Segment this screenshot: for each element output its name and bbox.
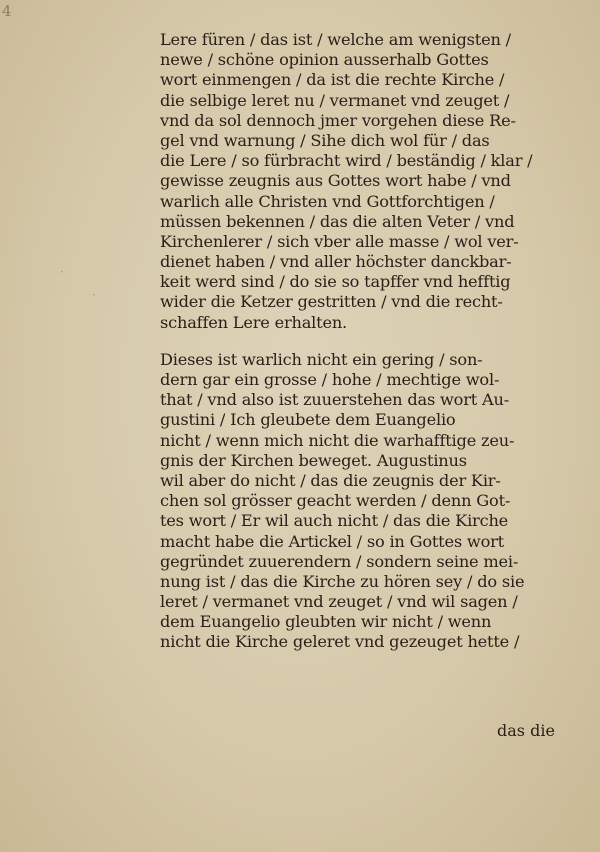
text-line: müssen bekennen / das die alten Veter / vnd xyxy=(160,211,515,231)
text-line: wider die Ketzer gestritten / vnd die recht- xyxy=(160,292,503,312)
text-line: nicht / wenn mich nicht die warhafftige zeu- xyxy=(160,430,515,450)
text-line: keit werd sind / do sie so tapffer vnd hefftig xyxy=(160,272,511,292)
text-line: leret / vermanet vnd zeuget / vnd wil sagen / xyxy=(160,592,518,612)
text-line: that / vnd also ist zuuerstehen das wort Au- xyxy=(160,390,509,410)
text-line: dienet haben / vnd aller höchster danckbar- xyxy=(160,252,512,272)
text-line: schaffen Lere erhalten. xyxy=(160,312,348,332)
text-line: die Lere / so fürbracht wird / beständig / klar / xyxy=(160,151,533,171)
text-line: gel vnd warnung / Sihe dich wol für / das xyxy=(160,130,490,150)
paragraph-1 xyxy=(160,30,585,333)
text-line: gewisse zeugnis aus Gottes wort habe / vnd xyxy=(160,171,511,191)
text-line: dern gar ein grosse / hohe / mechtige wol- xyxy=(160,370,500,389)
paragraph-gap xyxy=(160,333,585,350)
text-line: chen sol grösser geacht werden / denn Got- xyxy=(160,491,511,511)
body-text xyxy=(160,30,585,653)
margin-mark: · xyxy=(92,288,96,302)
text-line: wil aber do nicht / das die zeugnis der Kir- xyxy=(160,470,501,490)
text-line: Lere füren / das ist / welche am wenigsten / xyxy=(160,30,511,49)
paragraph-2 xyxy=(160,350,585,653)
text-line: tes wort / Er wil auch nicht / das die Kirche xyxy=(160,511,509,531)
text-line: nicht die Kirche geleret vnd gezeuget hette / xyxy=(160,632,520,652)
text-line: warlich alle Christen vnd Gottforchtigen / xyxy=(160,191,495,211)
text-line: newe / schöne opinion ausserhalb Gottes xyxy=(160,50,489,70)
text-line: Dieses ist warlich nicht ein gering / son- xyxy=(160,349,483,369)
text-line: gegründet zuuerendern / sondern seine mei- xyxy=(160,551,519,571)
text-line: nung ist / das die Kirche zu hören sey / do sie xyxy=(160,571,525,591)
text-line: die selbige leret nu / vermanet vnd zeuget / xyxy=(160,90,510,110)
text-line: gnis der Kirchen beweget. Augustinus xyxy=(160,450,467,470)
text-line: Kirchenlerer / sich vber alle masse / wol ver- xyxy=(160,231,519,251)
text-line: vnd da sol dennoch jmer vorgehen diese Re- xyxy=(160,110,516,130)
margin-mark: · xyxy=(60,265,64,279)
text-line: dem Euangelio gleubten wir nicht / wenn xyxy=(160,612,492,632)
catchword: das die xyxy=(497,721,555,740)
text-line: gustini / Ich gleubete dem Euangelio xyxy=(160,410,456,430)
text-line: macht habe die Artickel / so in Gottes wort xyxy=(160,531,504,551)
text-line: wort einmengen / da ist die rechte Kirche / xyxy=(160,70,505,90)
page-number: 4 xyxy=(2,2,12,20)
